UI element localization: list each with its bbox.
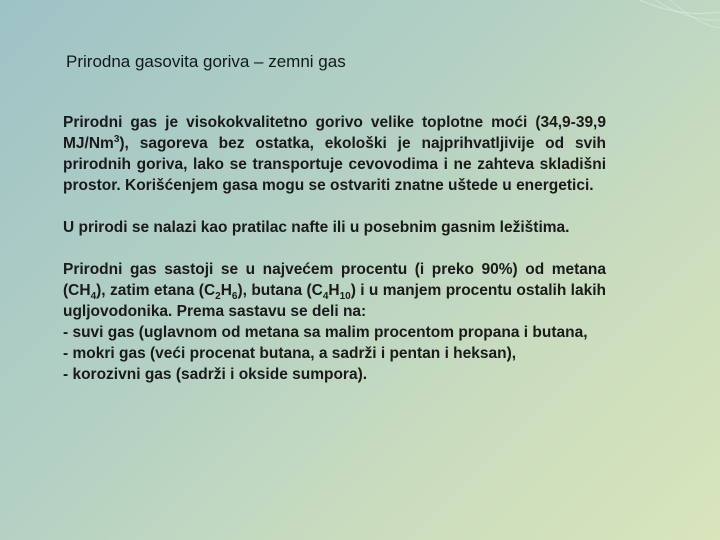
- subscript: 10: [339, 291, 351, 303]
- list-item: - korozivni gas (sadrži i okside sumpora).: [63, 366, 368, 383]
- paragraph-text: Prirodni gas sastoji se u najvećem procentu (i preko 90%) od metana (CH: [63, 261, 606, 299]
- subscript: 4: [90, 291, 97, 303]
- paragraph-text: H: [220, 282, 232, 299]
- list-item: - suvi gas (uglavnom od metana sa malim procentom propana i butana,: [63, 324, 588, 341]
- corner-decoration: [600, 0, 720, 40]
- subscript: 6: [231, 291, 238, 303]
- subscript: 2: [215, 291, 221, 303]
- paragraph-natural-gas-quality: [63, 112, 606, 196]
- superscript: 3: [113, 133, 120, 145]
- subscript: 4: [322, 291, 329, 303]
- paragraph-composition: [63, 259, 606, 385]
- list-item: - mokri gas (veći procenat butana, a sadrži i pentan i heksan),: [63, 345, 517, 362]
- slide-title: Prirodna gasovita goriva – zemni gas: [66, 52, 346, 71]
- paragraph-text: H: [328, 282, 340, 299]
- paragraph-text: ), zatim etana (C: [96, 282, 216, 299]
- composition-text: [63, 259, 606, 322]
- paragraph-text: Prirodni gas je visokokvalitetno gorivo velike toplotne moći (34,9-39,9 MJ/Nm: [63, 114, 606, 152]
- gas-type-list: [63, 322, 643, 385]
- paragraph-occurrence: U prirodi se nalazi kao pratilac nafte ili u posebnim gasnim ležištima.: [63, 219, 570, 236]
- paragraph-text: ) i u manjem procentu ostalih lakih ugljovodonika. Prema sastavu se deli na:: [63, 282, 606, 320]
- slide-body: [63, 112, 606, 385]
- paragraph-text: ), sagoreva bez ostatka, ekološki je najprihvatljivije od svih prirodnih goriva, lako se transportuje cevovodima i ne zahteva skladišni prostor. Korišćenjem gasa mogu se ostvariti znatne uštede u energetici.: [63, 135, 606, 194]
- paragraph-text: ), butana (C: [237, 282, 323, 299]
